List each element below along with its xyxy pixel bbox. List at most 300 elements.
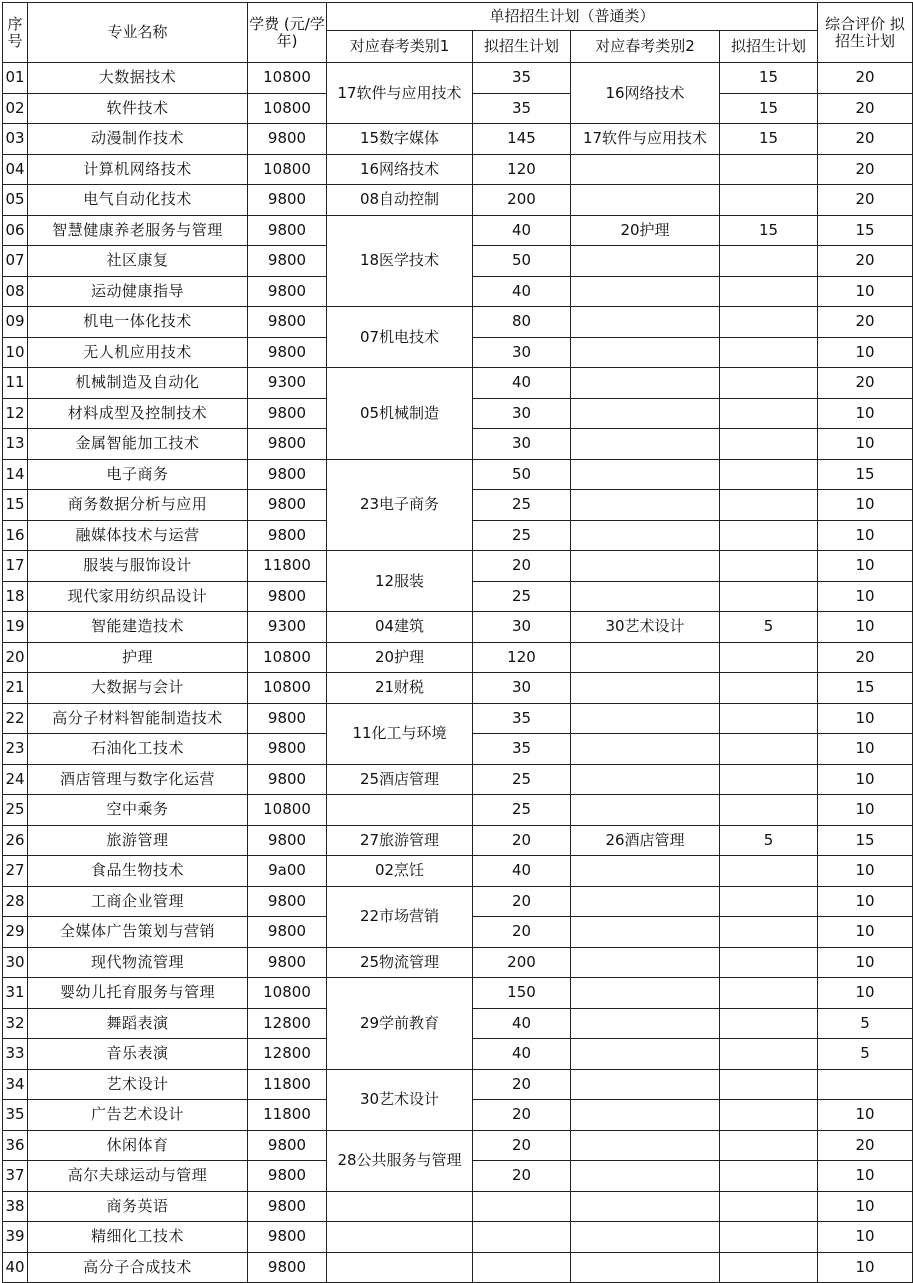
row-seq: 24 xyxy=(3,764,28,795)
header-seq: 序号 xyxy=(3,3,28,63)
table-row xyxy=(3,825,913,856)
row-cat2 xyxy=(571,520,720,551)
row-seq: 32 xyxy=(3,1008,28,1039)
row-seq: 09 xyxy=(3,307,28,338)
row-eval: 20 xyxy=(818,307,913,338)
row-cat2 xyxy=(571,734,720,765)
row-plan1: 120 xyxy=(473,154,571,185)
row-plan2 xyxy=(720,764,818,795)
row-plan1: 20 xyxy=(473,917,571,948)
row-eval: 10 xyxy=(818,429,913,460)
row-plan2 xyxy=(720,520,818,551)
row-seq: 29 xyxy=(3,917,28,948)
row-plan2 xyxy=(720,276,818,307)
row-plan1: 25 xyxy=(473,520,571,551)
row-major-name: 计算机网络技术 xyxy=(28,154,248,185)
row-plan1: 40 xyxy=(473,1008,571,1039)
row-major-name: 材料成型及控制技术 xyxy=(28,398,248,429)
row-plan1 xyxy=(473,1252,571,1283)
row-plan2 xyxy=(720,795,818,826)
row-plan2 xyxy=(720,337,818,368)
row-plan2 xyxy=(720,886,818,917)
row-seq: 16 xyxy=(3,520,28,551)
row-plan2 xyxy=(720,642,818,673)
row-cat2 xyxy=(571,1130,720,1161)
row-cat2 xyxy=(571,673,720,704)
row-cat1 xyxy=(327,1222,473,1253)
row-major-name: 休闲体育 xyxy=(28,1130,248,1161)
row-eval: 10 xyxy=(818,276,913,307)
row-seq: 01 xyxy=(3,63,28,94)
table-body xyxy=(3,63,913,1283)
row-seq: 02 xyxy=(3,93,28,124)
row-cat1: 28公共服务与管理 xyxy=(327,1130,473,1191)
row-fee: 9800 xyxy=(248,703,327,734)
row-plan2 xyxy=(720,368,818,399)
row-major-name: 酒店管理与数字化运营 xyxy=(28,764,248,795)
row-plan1: 20 xyxy=(473,1100,571,1131)
row-eval: 20 xyxy=(818,246,913,277)
row-seq: 05 xyxy=(3,185,28,216)
row-seq: 10 xyxy=(3,337,28,368)
row-fee: 9800 xyxy=(248,1191,327,1222)
row-cat2 xyxy=(571,886,720,917)
header-eval: 综合评价 拟招生计划 xyxy=(818,3,913,63)
row-cat1: 05机械制造 xyxy=(327,368,473,460)
row-fee: 11800 xyxy=(248,1069,327,1100)
row-cat1: 17软件与应用技术 xyxy=(327,63,473,124)
row-major-name: 大数据技术 xyxy=(28,63,248,94)
row-cat1: 07机电技术 xyxy=(327,307,473,368)
row-plan1: 25 xyxy=(473,581,571,612)
row-eval: 20 xyxy=(818,368,913,399)
row-seq: 20 xyxy=(3,642,28,673)
row-plan2 xyxy=(720,673,818,704)
row-major-name: 融媒体技术与运营 xyxy=(28,520,248,551)
row-cat1: 25物流管理 xyxy=(327,947,473,978)
row-plan1: 120 xyxy=(473,642,571,673)
row-major-name: 机电一体化技术 xyxy=(28,307,248,338)
row-plan2 xyxy=(720,1161,818,1192)
row-major-name: 旅游管理 xyxy=(28,825,248,856)
row-eval: 20 xyxy=(818,93,913,124)
table-row xyxy=(3,795,913,826)
row-plan1 xyxy=(473,1191,571,1222)
row-fee: 10800 xyxy=(248,978,327,1009)
row-plan2: 15 xyxy=(720,93,818,124)
row-plan2 xyxy=(720,459,818,490)
row-major-name: 智慧健康养老服务与管理 xyxy=(28,215,248,246)
table-row xyxy=(3,673,913,704)
table-row xyxy=(3,154,913,185)
row-eval: 10 xyxy=(818,398,913,429)
row-eval: 10 xyxy=(818,917,913,948)
row-seq: 37 xyxy=(3,1161,28,1192)
row-plan1: 35 xyxy=(473,703,571,734)
row-fee: 9800 xyxy=(248,307,327,338)
table-row xyxy=(3,185,913,216)
enrollment-plan-table xyxy=(2,2,913,1283)
row-eval: 10 xyxy=(818,734,913,765)
row-cat2 xyxy=(571,1222,720,1253)
row-plan1: 30 xyxy=(473,429,571,460)
row-fee: 9800 xyxy=(248,1161,327,1192)
row-major-name: 智能建造技术 xyxy=(28,612,248,643)
row-major-name: 金属智能加工技术 xyxy=(28,429,248,460)
row-plan2 xyxy=(720,1222,818,1253)
row-plan2 xyxy=(720,185,818,216)
row-eval: 5 xyxy=(818,1008,913,1039)
table-row xyxy=(3,63,913,94)
row-eval: 10 xyxy=(818,1100,913,1131)
row-fee: 9800 xyxy=(248,459,327,490)
row-major-name: 空中乘务 xyxy=(28,795,248,826)
row-cat1: 22市场营销 xyxy=(327,886,473,947)
row-plan1: 25 xyxy=(473,795,571,826)
row-plan1: 40 xyxy=(473,368,571,399)
row-seq: 03 xyxy=(3,124,28,155)
table-row xyxy=(3,1130,913,1161)
row-major-name: 全媒体广告策划与营销 xyxy=(28,917,248,948)
row-seq: 04 xyxy=(3,154,28,185)
row-seq: 33 xyxy=(3,1039,28,1070)
row-seq: 12 xyxy=(3,398,28,429)
row-fee: 9800 xyxy=(248,429,327,460)
row-plan1: 40 xyxy=(473,1039,571,1070)
row-major-name: 动漫制作技术 xyxy=(28,124,248,155)
row-major-name: 高分子合成技术 xyxy=(28,1252,248,1283)
row-major-name: 社区康复 xyxy=(28,246,248,277)
row-plan1: 80 xyxy=(473,307,571,338)
row-seq: 30 xyxy=(3,947,28,978)
header-major: 专业名称 xyxy=(28,3,248,63)
row-seq: 35 xyxy=(3,1100,28,1131)
row-cat1: 15数字媒体 xyxy=(327,124,473,155)
row-cat2 xyxy=(571,1252,720,1283)
table-row xyxy=(3,1252,913,1283)
row-fee: 10800 xyxy=(248,642,327,673)
row-plan1: 20 xyxy=(473,886,571,917)
row-fee: 9800 xyxy=(248,185,327,216)
row-plan2 xyxy=(720,490,818,521)
row-eval: 10 xyxy=(818,764,913,795)
row-seq: 25 xyxy=(3,795,28,826)
row-cat2 xyxy=(571,1039,720,1070)
table-row xyxy=(3,886,913,917)
row-plan2 xyxy=(720,307,818,338)
row-seq: 06 xyxy=(3,215,28,246)
header-cat1: 对应春考类别1 xyxy=(327,31,473,63)
row-cat1: 08自动控制 xyxy=(327,185,473,216)
row-eval: 10 xyxy=(818,1222,913,1253)
row-plan2 xyxy=(720,1039,818,1070)
row-fee: 12800 xyxy=(248,1039,327,1070)
row-plan1: 40 xyxy=(473,215,571,246)
row-plan1: 20 xyxy=(473,825,571,856)
row-major-name: 石油化工技术 xyxy=(28,734,248,765)
row-major-name: 机械制造及自动化 xyxy=(28,368,248,399)
row-plan2: 5 xyxy=(720,612,818,643)
row-eval: 10 xyxy=(818,886,913,917)
row-eval: 10 xyxy=(818,520,913,551)
row-fee: 9800 xyxy=(248,1130,327,1161)
header-fee: 学费 (元/学年) xyxy=(248,3,327,63)
row-plan2 xyxy=(720,734,818,765)
row-eval: 15 xyxy=(818,825,913,856)
row-fee: 9800 xyxy=(248,124,327,155)
row-eval: 10 xyxy=(818,1252,913,1283)
row-cat1: 18医学技术 xyxy=(327,215,473,307)
header-plan1: 拟招生计划 xyxy=(473,31,571,63)
row-cat2 xyxy=(571,917,720,948)
row-cat2 xyxy=(571,276,720,307)
row-seq: 39 xyxy=(3,1222,28,1253)
table-row xyxy=(3,703,913,734)
row-cat1: 29学前教育 xyxy=(327,978,473,1070)
row-plan2 xyxy=(720,154,818,185)
row-fee: 10800 xyxy=(248,93,327,124)
row-cat1: 04建筑 xyxy=(327,612,473,643)
row-seq: 18 xyxy=(3,581,28,612)
row-plan2 xyxy=(720,917,818,948)
row-plan1: 145 xyxy=(473,124,571,155)
row-cat2 xyxy=(571,795,720,826)
row-fee: 11800 xyxy=(248,551,327,582)
table-row xyxy=(3,947,913,978)
row-plan2 xyxy=(720,581,818,612)
row-eval: 15 xyxy=(818,215,913,246)
row-eval xyxy=(818,1069,913,1100)
row-fee: 9800 xyxy=(248,337,327,368)
row-plan2 xyxy=(720,856,818,887)
row-eval: 10 xyxy=(818,703,913,734)
row-plan1: 35 xyxy=(473,734,571,765)
row-plan1: 20 xyxy=(473,1161,571,1192)
row-seq: 21 xyxy=(3,673,28,704)
row-cat1: 21财税 xyxy=(327,673,473,704)
row-fee: 9800 xyxy=(248,276,327,307)
row-major-name: 工商企业管理 xyxy=(28,886,248,917)
row-fee: 9800 xyxy=(248,1252,327,1283)
table-row xyxy=(3,856,913,887)
row-eval: 10 xyxy=(818,337,913,368)
row-plan1: 25 xyxy=(473,764,571,795)
row-cat1: 02烹饪 xyxy=(327,856,473,887)
row-cat1 xyxy=(327,1191,473,1222)
row-cat2 xyxy=(571,1191,720,1222)
table-row xyxy=(3,1069,913,1100)
row-fee: 9800 xyxy=(248,581,327,612)
table-row xyxy=(3,764,913,795)
row-major-name: 商务数据分析与应用 xyxy=(28,490,248,521)
row-cat2 xyxy=(571,154,720,185)
row-seq: 07 xyxy=(3,246,28,277)
row-seq: 14 xyxy=(3,459,28,490)
row-seq: 19 xyxy=(3,612,28,643)
row-eval: 5 xyxy=(818,1039,913,1070)
row-seq: 22 xyxy=(3,703,28,734)
row-cat2 xyxy=(571,368,720,399)
row-plan2: 15 xyxy=(720,215,818,246)
table-header xyxy=(3,3,913,63)
row-cat2 xyxy=(571,642,720,673)
row-plan1: 35 xyxy=(473,63,571,94)
row-cat2 xyxy=(571,1100,720,1131)
row-plan2 xyxy=(720,551,818,582)
row-cat2 xyxy=(571,459,720,490)
row-fee: 9300 xyxy=(248,612,327,643)
row-eval: 10 xyxy=(818,1191,913,1222)
row-plan1: 150 xyxy=(473,978,571,1009)
row-eval: 15 xyxy=(818,673,913,704)
row-plan1: 30 xyxy=(473,612,571,643)
row-plan1: 20 xyxy=(473,551,571,582)
table-row xyxy=(3,1222,913,1253)
row-plan1: 40 xyxy=(473,856,571,887)
row-eval: 15 xyxy=(818,459,913,490)
row-cat2 xyxy=(571,246,720,277)
row-fee: 9800 xyxy=(248,825,327,856)
row-major-name: 广告艺术设计 xyxy=(28,1100,248,1131)
row-cat1: 30艺术设计 xyxy=(327,1069,473,1130)
row-plan2 xyxy=(720,978,818,1009)
row-major-name: 高分子材料智能制造技术 xyxy=(28,703,248,734)
row-major-name: 无人机应用技术 xyxy=(28,337,248,368)
row-plan1: 30 xyxy=(473,398,571,429)
row-major-name: 大数据与会计 xyxy=(28,673,248,704)
row-major-name: 现代家用纺织品设计 xyxy=(28,581,248,612)
row-seq: 28 xyxy=(3,886,28,917)
table-row xyxy=(3,1191,913,1222)
row-cat2 xyxy=(571,551,720,582)
row-fee: 9800 xyxy=(248,947,327,978)
row-plan2: 15 xyxy=(720,124,818,155)
row-eval: 20 xyxy=(818,124,913,155)
row-cat2 xyxy=(571,307,720,338)
row-cat2 xyxy=(571,1008,720,1039)
row-major-name: 艺术设计 xyxy=(28,1069,248,1100)
row-fee: 9800 xyxy=(248,734,327,765)
row-fee: 9800 xyxy=(248,764,327,795)
row-cat1: 16网络技术 xyxy=(327,154,473,185)
row-plan1: 20 xyxy=(473,1069,571,1100)
table-row xyxy=(3,642,913,673)
row-major-name: 服装与服饰设计 xyxy=(28,551,248,582)
table-row xyxy=(3,551,913,582)
row-fee: 12800 xyxy=(248,1008,327,1039)
row-major-name: 软件技术 xyxy=(28,93,248,124)
row-plan1: 200 xyxy=(473,185,571,216)
row-fee: 10800 xyxy=(248,673,327,704)
table-row xyxy=(3,459,913,490)
row-plan2 xyxy=(720,1130,818,1161)
row-plan1: 20 xyxy=(473,1130,571,1161)
row-plan1: 200 xyxy=(473,947,571,978)
row-major-name: 运动健康指导 xyxy=(28,276,248,307)
row-eval: 10 xyxy=(818,612,913,643)
row-eval: 10 xyxy=(818,581,913,612)
row-major-name: 护理 xyxy=(28,642,248,673)
row-seq: 36 xyxy=(3,1130,28,1161)
row-eval: 10 xyxy=(818,551,913,582)
row-plan2 xyxy=(720,1069,818,1100)
row-major-name: 电子商务 xyxy=(28,459,248,490)
header-cat2: 对应春考类别2 xyxy=(571,31,720,63)
table-row xyxy=(3,124,913,155)
row-cat1: 23电子商务 xyxy=(327,459,473,551)
table-row xyxy=(3,978,913,1009)
row-eval: 10 xyxy=(818,978,913,1009)
row-plan2 xyxy=(720,1008,818,1039)
row-plan2 xyxy=(720,398,818,429)
row-fee: 10800 xyxy=(248,795,327,826)
row-eval: 20 xyxy=(818,63,913,94)
row-cat2 xyxy=(571,947,720,978)
row-fee: 10800 xyxy=(248,63,327,94)
table-row xyxy=(3,215,913,246)
row-plan1: 35 xyxy=(473,93,571,124)
row-cat2: 16网络技术 xyxy=(571,63,720,124)
row-fee: 9800 xyxy=(248,398,327,429)
row-cat2: 17软件与应用技术 xyxy=(571,124,720,155)
row-seq: 34 xyxy=(3,1069,28,1100)
row-major-name: 精细化工技术 xyxy=(28,1222,248,1253)
row-seq: 15 xyxy=(3,490,28,521)
row-eval: 10 xyxy=(818,856,913,887)
row-eval: 20 xyxy=(818,154,913,185)
row-major-name: 舞蹈表演 xyxy=(28,1008,248,1039)
row-plan1: 50 xyxy=(473,459,571,490)
row-cat2: 20护理 xyxy=(571,215,720,246)
row-cat1 xyxy=(327,795,473,826)
row-seq: 26 xyxy=(3,825,28,856)
row-seq: 31 xyxy=(3,978,28,1009)
row-plan2 xyxy=(720,429,818,460)
row-fee: 9800 xyxy=(248,490,327,521)
row-seq: 38 xyxy=(3,1191,28,1222)
row-seq: 40 xyxy=(3,1252,28,1283)
row-seq: 08 xyxy=(3,276,28,307)
header-plan-group: 单招招生计划（普通类） xyxy=(327,3,818,31)
table-row xyxy=(3,612,913,643)
row-plan2 xyxy=(720,1191,818,1222)
row-plan1: 30 xyxy=(473,673,571,704)
row-plan2 xyxy=(720,1100,818,1131)
row-cat2 xyxy=(571,581,720,612)
row-eval: 10 xyxy=(818,795,913,826)
row-fee: 11800 xyxy=(248,1100,327,1131)
row-cat2 xyxy=(571,490,720,521)
row-cat1: 20护理 xyxy=(327,642,473,673)
row-fee: 9800 xyxy=(248,246,327,277)
row-seq: 17 xyxy=(3,551,28,582)
row-plan1: 30 xyxy=(473,337,571,368)
row-cat2 xyxy=(571,398,720,429)
row-eval: 10 xyxy=(818,1161,913,1192)
row-cat2 xyxy=(571,337,720,368)
row-eval: 10 xyxy=(818,490,913,521)
row-cat2 xyxy=(571,703,720,734)
row-major-name: 商务英语 xyxy=(28,1191,248,1222)
row-eval: 20 xyxy=(818,1130,913,1161)
row-eval: 20 xyxy=(818,185,913,216)
row-major-name: 婴幼儿托育服务与管理 xyxy=(28,978,248,1009)
row-plan2 xyxy=(720,947,818,978)
row-major-name: 电气自动化技术 xyxy=(28,185,248,216)
table-row xyxy=(3,368,913,399)
row-cat2: 30艺术设计 xyxy=(571,612,720,643)
row-cat1 xyxy=(327,1252,473,1283)
